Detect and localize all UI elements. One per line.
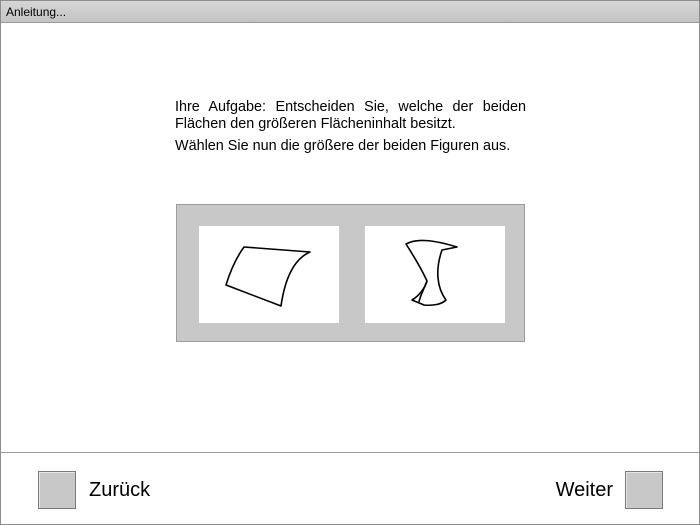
footer-divider	[1, 452, 699, 453]
back-label[interactable]: Zurück	[89, 479, 151, 501]
choose-text: Wählen Sie nun die größere der beiden Figuren aus.	[175, 138, 511, 154]
next-label[interactable]: Weiter	[555, 479, 613, 501]
title-bar	[1, 1, 699, 23]
right-shape-inner-line	[419, 281, 427, 302]
figure-panel	[176, 204, 525, 342]
window-title: Anleitung...	[6, 5, 67, 19]
left-shape-outline	[226, 247, 310, 306]
back-button[interactable]	[38, 471, 76, 509]
right-shape	[365, 226, 505, 323]
instructions	[175, 99, 526, 160]
left-figure-option[interactable]	[199, 226, 339, 323]
right-figure-option[interactable]	[365, 226, 505, 323]
left-shape	[199, 226, 339, 323]
next-button[interactable]	[625, 471, 663, 509]
right-shape-outline	[406, 240, 457, 305]
task-text: Ihre Aufgabe: Entscheiden Sie, welche der beiden Flächen den größeren Flächeninhalt besitzt.	[175, 99, 526, 132]
